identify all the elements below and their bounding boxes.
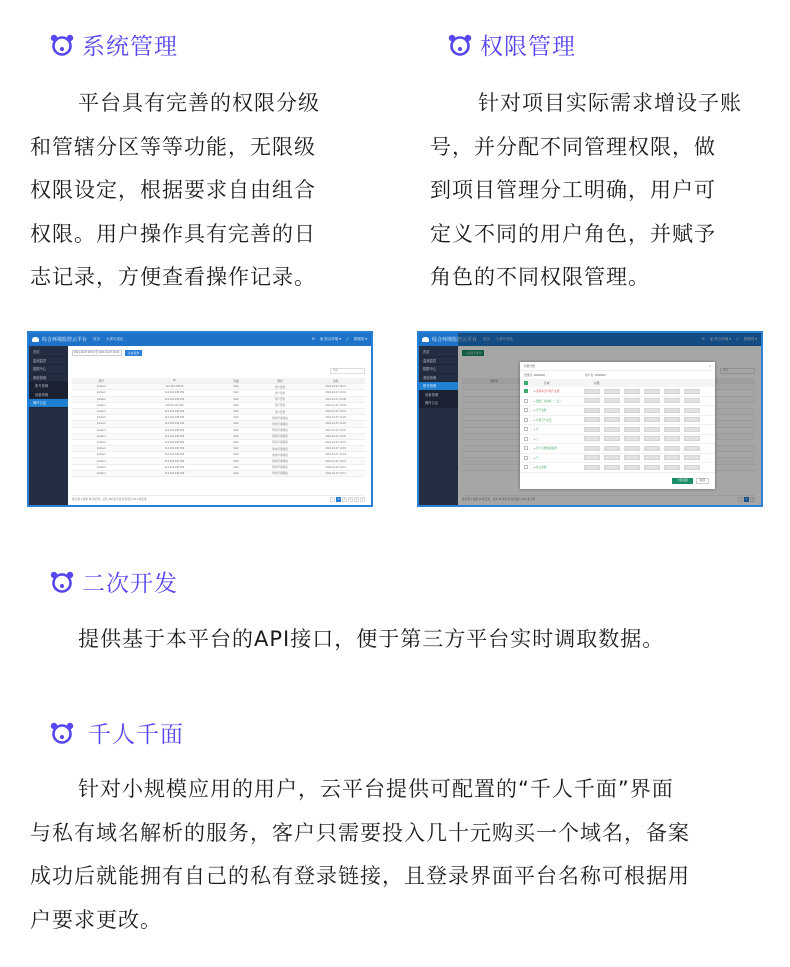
sidebar-item: 首页: [29, 348, 68, 357]
screenshot-operation-log: [27, 331, 373, 507]
row-checkbox: [524, 418, 528, 422]
permission-toggle: [604, 389, 620, 394]
row-checkbox: [524, 408, 528, 412]
cloud-logo-icon: [422, 337, 429, 342]
permission-toggle: [584, 465, 600, 470]
text-line: 平台具有完善的权限分级: [78, 91, 320, 115]
table-cell: Web: [233, 403, 239, 407]
table-footer: [72, 495, 365, 502]
table-cell: 2021-10-07 13:44: [325, 391, 346, 395]
permission-toggle: [604, 398, 620, 403]
table-cell: 2021-10-07 13:31: [325, 410, 346, 414]
permission-toggle: [624, 465, 640, 470]
table-cell: 112.232.238.259: [164, 459, 185, 463]
permission-toggle: [664, 455, 680, 460]
permission-toggle: [664, 436, 680, 441]
sidebar-item: 数据中心: [419, 365, 458, 374]
table-cell: Web: [233, 434, 239, 438]
permission-toggle: [624, 427, 640, 432]
region-name: ▸ 环境空气质量: [534, 418, 552, 422]
row-checkbox: [524, 437, 528, 441]
permission-toggle: [664, 398, 680, 403]
permission-toggle: [684, 398, 700, 403]
bear-face-icon: [50, 722, 74, 744]
app-title: 综合环境监控云平台: [432, 337, 478, 343]
permission-toggle: [684, 446, 700, 451]
table-cell: jinshent: [96, 385, 106, 389]
page-button: ‹: [738, 497, 743, 502]
page-button: 4: [355, 497, 358, 501]
table-cell: Web: [233, 465, 239, 469]
table-cell: 修改环境阈值: [272, 453, 288, 457]
table-cell: Web: [233, 422, 239, 426]
table-cell: jinshent: [96, 403, 106, 407]
table-cell: jinshent: [96, 453, 106, 457]
text-line: 志记录，方便查看操作记录。: [30, 265, 316, 289]
page-button: ‹: [330, 497, 335, 502]
permission-toggle: [684, 389, 700, 394]
table-cell: 修改环境阈值: [272, 460, 288, 464]
permission-toggle: [664, 408, 680, 413]
region-name: ▸ 综合监测: [534, 466, 547, 470]
permission-toggle: [664, 427, 680, 432]
sidebar-item: 首页: [419, 348, 458, 357]
close-icon: ×: [709, 364, 711, 368]
app-sidebar: [29, 346, 68, 505]
table-cell: 修改环境阈值: [272, 429, 288, 433]
col-perm: 权限: [594, 381, 600, 385]
table-cell: 112.232.238.259: [164, 447, 185, 451]
table-cell: 2021-10-07 13:36: [325, 403, 346, 407]
permission-toggles: [584, 398, 700, 403]
sidebar-item-active: 操作日志: [29, 399, 68, 408]
permission-toggle: [644, 465, 660, 470]
table-cell: Web: [233, 440, 239, 444]
search-input: 搜索: [720, 368, 755, 374]
table-cell: 用户登录: [274, 410, 286, 414]
text-line: 与私有域名解析的服务，客户只需要投入几十元购买一个域名，备案: [30, 820, 690, 845]
permission-toggles: [584, 465, 700, 470]
table-cell: jinshent: [96, 416, 106, 420]
permission-toggles: [584, 446, 700, 451]
bear-face-icon: [50, 571, 74, 593]
add-subaccount-button: + 添加子账号: [462, 350, 484, 356]
sidebar-item: 系统管理: [419, 374, 458, 383]
table-cell: 112.232.238.259: [164, 391, 185, 395]
permission-toggle: [624, 398, 640, 403]
permission-toggle: [604, 427, 620, 432]
sidebar-item: 设备管理: [419, 391, 458, 400]
permission-toggle: [604, 436, 620, 441]
permission-toggle: [584, 436, 600, 441]
table-cell: Web: [233, 428, 239, 432]
user-menu: 管理员 ▾: [743, 337, 757, 341]
permission-toggle: [644, 446, 660, 451]
column-header: IP: [173, 379, 176, 383]
row-checkbox: [524, 389, 528, 393]
permission-toggle: [624, 389, 640, 394]
region-name: ▸ 土: [534, 437, 539, 441]
text-line: 户要求更改。: [30, 907, 162, 932]
nav-bigscreen: 大屏可视化: [106, 337, 124, 341]
tree-row: [520, 463, 715, 473]
permission-toggle: [584, 389, 600, 394]
table-cell: Web: [233, 397, 239, 401]
permission-toggle: [644, 436, 660, 441]
fullscreen-icon: ⤢: [345, 337, 349, 341]
table-cell: jinshent: [96, 447, 106, 451]
nav-bigscreen: 大屏可视化: [496, 337, 514, 341]
table-cell: Web: [233, 385, 239, 389]
table-cell: jinshent: [96, 465, 106, 469]
table-cell: Web: [233, 471, 239, 475]
table-cell: 112.232.238.259: [164, 428, 185, 432]
table-cell: 用户登录: [274, 404, 286, 408]
pagination-info: 显示第 1 到第 15 条记录，总共 18 条记录 每页显示 15 ▾ 条记录: [462, 498, 536, 501]
refresh-icon: ⟳: [701, 337, 705, 341]
sidebar-item: 数据中心: [29, 365, 68, 374]
table-cell: 2021-10-07 12:11: [325, 465, 346, 469]
column-header: 操作: [277, 379, 283, 383]
row-checkbox: [524, 427, 528, 431]
column-header: 登录名: [490, 379, 499, 383]
table-cell: Web: [233, 410, 239, 414]
permission-toggle: [644, 389, 660, 394]
tree-row: [520, 397, 715, 407]
region-name: ▸ 济南综合环境产业园: [534, 390, 560, 394]
table-cell: 修改环境阈值: [272, 435, 288, 439]
permission-toggle: [624, 446, 640, 451]
column-header: 时间: [333, 379, 339, 383]
user-menu: 管理员 ▾: [353, 337, 367, 341]
refresh-icon: ⟳: [311, 337, 315, 341]
text-line: 角色的不同权限管理。: [430, 265, 650, 289]
table-cell: 修改环境阈值: [272, 422, 288, 426]
text-line: 到项目管理分工明确，用户可: [430, 178, 716, 202]
permission-toggle: [624, 408, 640, 413]
table-cell: Web: [233, 391, 239, 395]
table-cell: 2021-10-07 13:38: [325, 397, 346, 401]
table-cell: jinshent: [96, 459, 106, 463]
env-selector: ▣ 综合环境 ▾: [319, 337, 341, 341]
permission-toggle: [684, 427, 700, 432]
text-line: 权限。用户操作具有完善的日: [30, 221, 316, 246]
text-line: 权限设定，根据要求自由组合: [30, 178, 316, 202]
page-button: 2: [343, 497, 346, 501]
table-cell: 112.232.238.259: [164, 410, 185, 414]
section-heading-permission: [448, 28, 576, 61]
nav-home: 首页: [93, 337, 101, 341]
table-cell: 2021-10-07 13:12: [325, 459, 346, 463]
table-cell: 112.232.238.259: [164, 471, 185, 475]
app-title: 综合环境监控云平台: [42, 337, 88, 343]
page-button: 5: [361, 497, 364, 501]
tree-row: [520, 435, 715, 445]
permission-toggle: [584, 455, 600, 460]
permission-toggle: [664, 446, 680, 451]
table-cell: jinshent: [96, 397, 106, 401]
tree-row: [520, 387, 715, 397]
table-cell: 用户登录: [274, 391, 286, 395]
page-button: 2: [751, 497, 754, 501]
table-cell: 112.232.238.259: [164, 465, 185, 469]
bear-face-icon: [448, 34, 472, 56]
table-cell: 修改环境阈值: [272, 466, 288, 470]
section-title: 权限管理: [480, 34, 576, 60]
table-cell: 修改环境阈值: [272, 441, 288, 445]
table-cell: 2021-10-07 13:20: [325, 434, 346, 438]
table-cell: 修改环境阈值: [272, 416, 288, 420]
permission-toggle: [604, 455, 620, 460]
permission-modal: [520, 362, 715, 489]
pagination-info: 显示第 1 到第 15 条记录，总共 333 条记录 每页显示 15 ▾ 条记录: [72, 498, 147, 501]
permission-toggles: [584, 408, 700, 413]
table-cell: 112.232.238.259: [164, 397, 185, 401]
tree-row: [520, 454, 715, 464]
permission-toggle: [624, 455, 640, 460]
table-cell: 112.232.238.259: [164, 422, 185, 426]
table-cell: 2021-10-07 13:20: [325, 428, 346, 432]
permission-toggle: [644, 408, 660, 413]
table-cell: jinshent: [96, 410, 106, 414]
cancel-button: 取消: [696, 478, 709, 484]
permission-toggle: [584, 408, 600, 413]
screenshot-permission-assign: [417, 331, 763, 507]
select-all-checkbox: [524, 381, 528, 385]
section-title: 千人千面: [88, 722, 184, 748]
table-cell: 112.232.238.25: [165, 385, 184, 389]
permission-toggle: [684, 417, 700, 422]
table-cell: jinshent: [96, 440, 106, 444]
table-cell: Web: [233, 453, 239, 457]
app-topbar: [29, 333, 371, 346]
topbar-right: [312, 337, 371, 342]
table-cell: 用户登录: [274, 398, 286, 402]
section-body-custom: [30, 768, 775, 942]
permission-toggle: [644, 455, 660, 460]
table-cell: 2021-10-07 13:25: [325, 422, 346, 426]
column-header: 终端: [233, 379, 239, 383]
section-body-dev: [30, 618, 770, 662]
tree-row: [520, 444, 715, 454]
text-line: 提供基于本平台的API接口，便于第三方平台实时调取数据。: [78, 627, 665, 651]
permission-toggle: [624, 436, 640, 441]
sidebar-item: 账号管理: [29, 382, 68, 391]
permission-toggles: [584, 389, 700, 394]
page-button: 1: [337, 497, 340, 501]
text-line: 号，并分配不同管理权限，做: [430, 134, 716, 159]
permission-toggle: [664, 417, 680, 422]
env-selector: ▣ 综合环境 ▾: [709, 337, 731, 341]
table-cell: jinshent: [96, 422, 106, 426]
permission-toggle: [684, 436, 700, 441]
region-name: ▸ 测温厂房楼栋（二区）: [534, 399, 562, 403]
table-cell: jinshent: [96, 428, 106, 432]
table-cell: jinshent: [96, 434, 106, 438]
permission-toggle: [584, 427, 600, 432]
permission-toggle: [584, 446, 600, 451]
table-cell: 112.232.238.259: [164, 440, 185, 444]
table-cell: jinshent: [96, 391, 106, 395]
tree-row: [520, 406, 715, 416]
table-cell: 用户登录: [274, 385, 286, 389]
table-cell: 2021-10-07 13:19: [325, 440, 346, 444]
section-heading-dev: [50, 565, 178, 598]
table-cell: 2021-10-07 13:26: [325, 416, 346, 420]
table-cell: 2021-10-07 13:19: [325, 447, 346, 451]
date-range-input: 2021-10-07 00:00 至 2021-10-07 14:30: [72, 350, 122, 356]
table-cell: 修改环境阈值: [272, 472, 288, 476]
row-checkbox: [524, 456, 528, 460]
row-checkbox: [524, 446, 528, 450]
table-cell: 112.232.238.259: [164, 434, 185, 438]
permission-toggle: [604, 465, 620, 470]
permission-toggle: [684, 465, 700, 470]
permission-toggle: [584, 398, 600, 403]
permission-toggle: [644, 427, 660, 432]
text-line: 针对项目实际需求增设子账: [478, 91, 742, 115]
sidebar-item: 设备管理: [29, 391, 68, 400]
permission-toggle: [684, 455, 700, 460]
table-cell: 112.232.238.259: [164, 416, 185, 420]
permission-toggles: [584, 436, 700, 441]
table-cell: 2021-10-07 13:19: [325, 453, 346, 457]
log-table: [72, 378, 365, 477]
permission-toggle: [604, 446, 620, 451]
text-line: 成功后就能拥有自己的私有登录链接，且登录界面平台名称可根据用: [30, 864, 690, 888]
row-checkbox: [524, 399, 528, 403]
sidebar-item: 系统管理: [29, 374, 68, 383]
section-heading-system: [50, 28, 178, 61]
region-name: ▸ 空气监测: [534, 409, 547, 413]
table-cell: 2021-10-07 14:21: [325, 385, 346, 389]
tree-row: [520, 416, 715, 426]
region-tree: [520, 387, 715, 473]
table-cell: 112.232.238.259: [164, 453, 185, 457]
permission-toggle: [604, 417, 620, 422]
permission-toggle: [644, 398, 660, 403]
permission-toggles: [584, 427, 700, 432]
assign-button: 分配权限: [672, 478, 692, 484]
table-row: [72, 471, 365, 477]
sidebar-item-active: 账号管理: [419, 382, 458, 391]
text-line: 定义不同的用户角色，并赋予: [430, 221, 716, 246]
fullscreen-icon: ⤢: [735, 337, 739, 341]
table-cell: Web: [233, 447, 239, 451]
login-name: 登录名: 2000000: [524, 373, 545, 377]
section-title: 二次开发: [82, 571, 178, 597]
table-cell: Web: [233, 459, 239, 463]
app-sidebar: [419, 346, 458, 505]
nav-home: 首页: [483, 337, 491, 341]
page-button: 1: [745, 497, 748, 501]
sidebar-item: 操作日志: [419, 399, 458, 408]
table-cell: jinshent: [96, 471, 106, 475]
region-name: ▸ 用户运维数据监测: [534, 447, 557, 451]
page-button: 3: [349, 497, 352, 501]
tree-row: [520, 425, 715, 435]
permission-toggle: [604, 408, 620, 413]
modal-title: 权限分配: [524, 364, 536, 368]
section-body-system: [30, 82, 370, 300]
table-cell: Web: [233, 416, 239, 420]
region-name: ▸ 气: [534, 456, 539, 460]
section-heading-custom: [50, 716, 184, 749]
text-line: 和管辖分区等等功能，无限级: [30, 134, 316, 159]
bear-face-icon: [50, 34, 74, 56]
table-cell: 2021-10-07 12:11: [325, 471, 346, 475]
permission-toggle: [584, 417, 600, 422]
col-region: 区域: [544, 381, 550, 385]
section-body-permission: [430, 82, 775, 300]
row-checkbox: [524, 465, 528, 469]
table-cell: 修改环境阈值: [272, 447, 288, 451]
sidebar-item: 监测监控: [419, 357, 458, 366]
permission-toggle: [684, 408, 700, 413]
pagination: [330, 497, 365, 502]
query-button: 生成查询: [125, 350, 142, 356]
section-title: 系统管理: [82, 34, 178, 60]
permission-toggle: [664, 465, 680, 470]
table-cell: 218.56.240.160: [165, 403, 184, 407]
search-input: 搜索: [330, 368, 365, 374]
text-line: 针对小规模应用的用户，云平台提供可配置的“千人千面”界面: [78, 777, 674, 801]
permission-toggle: [624, 417, 640, 422]
permission-toggles: [584, 417, 700, 422]
cloud-logo-icon: [32, 337, 39, 342]
user-name: 用户名: 2000000: [584, 373, 606, 377]
permission-toggle: [644, 417, 660, 422]
region-name: ▸ 水: [534, 428, 539, 432]
sidebar-item: 监测监控: [29, 357, 68, 366]
permission-toggle: [664, 389, 680, 394]
column-header: 账号: [98, 379, 104, 383]
permission-toggles: [584, 455, 700, 460]
